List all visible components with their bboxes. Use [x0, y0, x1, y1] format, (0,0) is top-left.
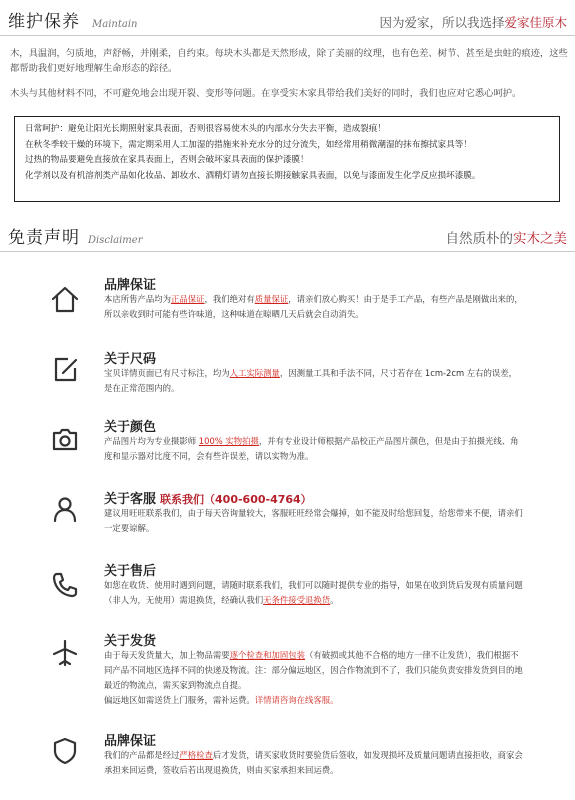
maintain-title-en: Maintain: [92, 19, 138, 30]
item-body: 我们的产品都是经过严格检查后才发货，请买家收货时要验货后签收，如发现损坏及质量问题请直接拒收，商家会承担来回运费，签收后若出现退换货，则由买家承担来回运费。: [104, 750, 523, 775]
care-tip: 日常呵护：避免让阳光长期照射家具表面，否则很容易使木头的内部水分失去平衡，造成裂痕！: [25, 124, 386, 134]
care-tip: 在秋冬季较干燥的环境下，需定期采用人工加湿的措施来补充水分的过分流失，如经常用稍微潮湿的抹布擦拭家具等！: [25, 139, 472, 150]
care-tip: 化学剂以及有机溶剂类产品如化妆品、卸妆水、酒精灯请勿直接长期接触家具表面，以免与漆面发生化学反应损坏漆膜。: [25, 170, 481, 181]
item-body: 产品图片均为专业摄影师 100% 实物拍摄，并有专业设计师根据产品校正产品图片颜色，但是由于拍摄光线、角度和显示器对比度不同，会有些许误差，请以实物为准。: [104, 436, 519, 461]
disclaimer-slogan: 自然质朴的实木之美: [445, 231, 567, 247]
item-title: 关于售后: [104, 564, 157, 579]
maintain-intro-paragraph: 木，具温润，匀质地，声舒畅，并刚柔，自约束。每块木头都是天然形成，除了美丽的纹理，也有色差、树节、甚至是虫蛀的痕迹，这些都帮助我们更好地理解生命形态的踪径。: [10, 48, 568, 74]
item-body: 宝贝详情页面已有尺寸标注，均为人工实际测量，因测量工具和手法不同，尺寸若存在 1cm-2cm 左右的误差，是在正常范围内的。: [104, 368, 518, 393]
maintain-care-paragraph: 木头与其他材料不同，不可避免地会出现开裂、变形等问题。在享受实木家具带给我们美好的同时，我们也应对它悉心呵护。: [10, 88, 522, 99]
care-tip: 过热的物品要避免直接放在家具表面上，否则会破坏家具表面的保护漆膜！: [25, 155, 309, 165]
user-icon: [48, 492, 82, 526]
disclaimer-title: 免责声明: [8, 228, 80, 248]
item-body: 建议用旺旺联系我们，由于每天咨询量较大，客服旺旺经常会爆掉，如不能及时给您回复，给您带来不便，请亲们一定要谅解。: [104, 508, 523, 533]
item-body: 由于每天发货量大，加上物品需要逐个检查和加固包装（有破损或其他不合格的地方一律不让发货），我们根据不同产品不同地区选择不同的快递及物流。注：部分偏远地区，因合作物流到不了，我们只能负责安排发货到目的地最近的物流点，需买家到物流点自提。 偏远地区如需送货上门服务，需补运费。详情请咨询在线客服。: [104, 650, 523, 705]
maintain-header: [0, 4, 575, 36]
shield-icon: [48, 734, 82, 768]
plane-icon: [48, 636, 82, 670]
maintain-slogan: 因为爱家，所以我选择爱家佳原木: [379, 15, 567, 30]
phone-icon: [48, 568, 82, 602]
item-title: 关于发货: [104, 634, 157, 649]
disclaimer-title-en: Disclaimer: [88, 235, 143, 246]
item-title: 关于客服 联系我们（400-600-4764）: [104, 492, 312, 507]
camera-icon: [48, 422, 82, 456]
edit-icon: [48, 352, 82, 386]
item-body: 如您在收货、使用时遇到问题，请随时联系我们，我们可以随时提供专业的指导，如果在收到货后发现有质量问题（非人为，无使用）需退换货，经确认我们无条件接受退换货。: [104, 580, 523, 605]
disclaimer-header: [0, 220, 575, 252]
contact-us-link[interactable]: 联系我们（400-600-4764）: [160, 493, 312, 506]
item-title: 关于尺码: [104, 352, 157, 367]
home-icon: [48, 282, 82, 316]
item-body: 本店所售产品均为正品保证，我们绝对有质量保证，请亲们放心购买！由于是手工产品，有些产品是刚做出来的，所以亲收到时可能有些许味道，这种味道在晾晒几天后就会自动消失。: [104, 294, 523, 319]
item-title: 关于颜色: [104, 420, 157, 435]
item-title: 品牌保证: [104, 734, 157, 749]
maintain-title: 维护保养: [8, 12, 80, 32]
care-tips-box: [14, 116, 560, 202]
item-title: 品牌保证: [104, 278, 157, 293]
